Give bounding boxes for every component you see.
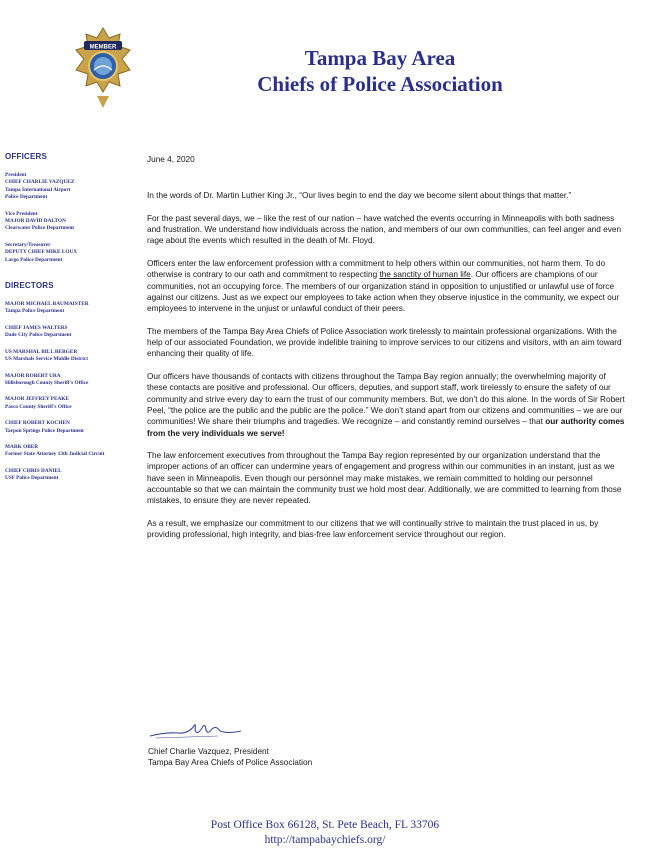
- letterhead-sidebar: [5, 152, 117, 492]
- director-entry: [5, 468, 117, 483]
- director-entry: [5, 373, 117, 388]
- paragraph-accountability: The law enforcement executives from throughout the Tampa Bay region represented by our organization understand that the improper actions of an officer can undermine years of engagement and progress within our communities in an instant, just as we have seen in Minneapolis. Even though our personnel may make mistakes, we remain committed to holding our personnel accountable so that we can maintain the community trust we hold most dear. Additionally, we are committed to learning from those mistakes, to ensure they are never repeated.: [147, 451, 622, 506]
- signer-organization: Tampa Bay Area Chiefs of Police Association: [148, 758, 313, 768]
- director-entry: [5, 444, 117, 459]
- director-name: MAJOR MICHAEL BAUMAISTER: [5, 301, 89, 308]
- officer-agency: Clearwater Police Department: [5, 225, 75, 232]
- paragraph-commitment: [147, 258, 627, 314]
- director-entry: [5, 349, 117, 364]
- signer-name: Chief Charlie Vazquez, President: [148, 747, 269, 756]
- footer-url[interactable]: http://tampabaychiefs.org/: [264, 834, 386, 846]
- handwritten-signature: [148, 716, 243, 742]
- director-entry: [5, 420, 117, 435]
- director-name: MAJOR ROBERT URA: [5, 372, 61, 379]
- director-agency: Tampa Police Department: [5, 308, 65, 315]
- director-name: MAJOR JEFFREY PEAKE: [5, 396, 69, 403]
- director-name: CHIEF JAMES WALTERS: [5, 324, 68, 331]
- paragraph-text: . Our officers are champions of our communities, not an occupying force. The members of our organization stand in opposition to unjustified or unlawful use of force against our citizens. Just as we expect our employees to take action when they observe injustice in the community, we expect our employees to intervene in the unjust or unlawful conduct of their peers.: [147, 270, 620, 314]
- director-agency: Hillsborough County Sheriff's Office: [5, 379, 89, 386]
- director-agency: Former State Attorney 13th Judicial Circuit: [5, 451, 105, 458]
- paragraph-professional: The members of the Tampa Bay Area Chiefs of Police Association work tirelessly to maintain professional organizations. With the help of our associated Foundation, we provide indelible training to improve services to our citizens and visitors, with an aim toward enhancing their quality of life.: [147, 326, 622, 359]
- director-entry: [5, 325, 117, 340]
- letter-body: [147, 154, 627, 552]
- letter-date: June 4, 2020: [147, 155, 195, 164]
- officer-entry: [5, 242, 117, 264]
- director-agency: Pasco County Sheriff's Office: [5, 403, 72, 410]
- paragraph-closing: As a result, we emphasize our commitment to our citizens that we will continually strive to maintain the trust placed in us, by providing professional, high integrity, and bias-free law enforcement service throughout our region.: [147, 518, 599, 540]
- footer-address: Post Office Box 66128, St. Pete Beach, FL 33706: [210, 819, 440, 831]
- director-entry: [5, 301, 117, 316]
- paragraph-contacts: [147, 371, 627, 439]
- officer-name: MAJOR DAVID DALTON: [5, 218, 66, 225]
- officer-agency: Largo Police Department: [5, 256, 63, 263]
- officer-agency: Tampa International Airport: [5, 186, 71, 193]
- directors-heading: DIRECTORS: [5, 281, 54, 291]
- org-title-line1: Tampa Bay Area: [304, 46, 456, 70]
- officers-heading: OFFICERS: [5, 152, 48, 161]
- officer-title: Vice President: [5, 210, 38, 217]
- officer-name: CHIEF CHARLIE VAZQUEZ: [5, 179, 75, 186]
- director-agency: Tarpon Springs Police Department: [5, 427, 84, 434]
- officer-entry: [5, 172, 117, 202]
- director-name: US MARSHAL BILL BERGER: [5, 348, 78, 355]
- director-agency: Dade City Police Department: [5, 332, 72, 339]
- director-agency: USF Police Department: [5, 475, 59, 482]
- paragraph-minneapolis: For the past several days, we – like the rest of our nation – have watched the events occurring in Minneapolis with both sadness and frustration. We understand how individuals across the nation, and members of our own communities, can feel anger and even rage about the events which resulted in the death of Mr. Floyd.: [147, 213, 622, 246]
- paragraph-text: Officers enter the law enforcement profession with a commitment to help others within our communities, not harm them. To do otherwise is contrary to our oath and commitment to respecting: [147, 259, 606, 280]
- paragraph-text: Our officers have thousands of contacts with citizens throughout the Tampa Bay region annually; the overwhelming majority of these contacts are positive and professional. Our officers, deputies, and support staff, work tirelessly to ensure the safety of our community and strive every day to earn the trust of our community members. But, we don’t do this alone. In the words of Sir Robert Peel, “the police are the public and the public are the police.” We don’t stand apart from our citizens and communities – we are our communities! We share their triumphs and tragedies. We recognize – and constantly remind ourselves – that: [147, 372, 625, 427]
- paragraph-mlk-quote: In the words of Dr. Martin Luther King Jr., “Our lives begin to end the day we become silent about things that matter.”: [147, 191, 572, 201]
- director-name: CHIEF CHRIS DANIEL: [5, 467, 62, 474]
- org-title-line2: Chiefs of Police Association: [257, 72, 503, 96]
- director-name: CHIEF ROBERT KOCHEN: [5, 420, 70, 427]
- director-name: MARK OBER: [5, 443, 39, 450]
- officer-entry: [5, 211, 117, 233]
- bold-phrase: our authority comes from the very individuals we serve!: [147, 417, 625, 438]
- officer-agency: Police Department: [5, 194, 48, 201]
- officer-title: President: [5, 172, 27, 178]
- officer-title: Secretary/Treasurer: [5, 241, 51, 248]
- director-entry: [5, 396, 117, 411]
- underlined-phrase: the sanctity of human life: [379, 270, 471, 280]
- signature-block: [148, 746, 312, 769]
- director-agency: US Marshals Service Middle District: [5, 356, 88, 363]
- badge-text: MEMBER: [89, 44, 117, 51]
- officer-name: DEPUTY CHIEF MIKE LOUX: [5, 249, 78, 256]
